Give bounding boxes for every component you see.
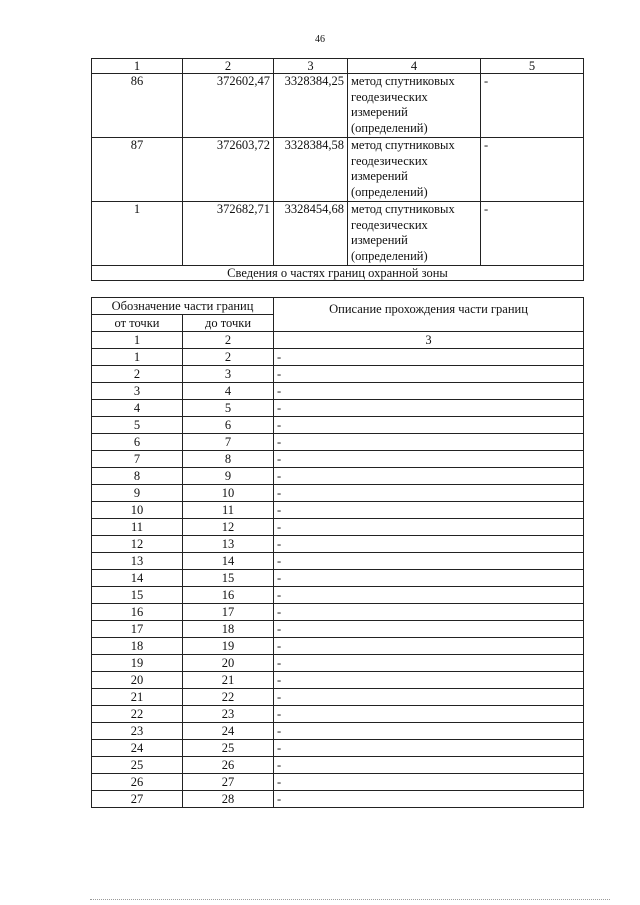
column-number: 1 bbox=[92, 332, 183, 349]
to-point: 19 bbox=[183, 638, 274, 655]
table-row bbox=[92, 536, 584, 553]
y-coordinate: 3328454,68 bbox=[274, 202, 348, 266]
boundary-parts-table bbox=[91, 297, 584, 808]
table-row bbox=[92, 621, 584, 638]
to-point: 7 bbox=[183, 434, 274, 451]
part-description: - bbox=[274, 400, 584, 417]
part-description: - bbox=[274, 706, 584, 723]
table-row bbox=[92, 791, 584, 808]
from-point: 2 bbox=[92, 366, 183, 383]
note: - bbox=[481, 74, 584, 138]
part-description: - bbox=[274, 366, 584, 383]
from-point: 10 bbox=[92, 502, 183, 519]
part-description: - bbox=[274, 757, 584, 774]
part-description: - bbox=[274, 570, 584, 587]
table-row bbox=[92, 774, 584, 791]
from-point: 18 bbox=[92, 638, 183, 655]
part-description: - bbox=[274, 604, 584, 621]
part-description: - bbox=[274, 485, 584, 502]
part-description: - bbox=[274, 791, 584, 808]
part-description: - bbox=[274, 417, 584, 434]
from-point: 25 bbox=[92, 757, 183, 774]
x-coordinate: 372603,72 bbox=[183, 138, 274, 202]
to-point-header: до точки bbox=[183, 315, 274, 332]
y-coordinate: 3328384,58 bbox=[274, 138, 348, 202]
column-number: 2 bbox=[183, 332, 274, 349]
to-point: 2 bbox=[183, 349, 274, 366]
to-point: 16 bbox=[183, 587, 274, 604]
column-number: 4 bbox=[348, 59, 481, 74]
table-row bbox=[92, 485, 584, 502]
table-row bbox=[92, 587, 584, 604]
table-row bbox=[92, 638, 584, 655]
y-coordinate: 3328384,25 bbox=[274, 74, 348, 138]
part-description: - bbox=[274, 383, 584, 400]
part-description: - bbox=[274, 723, 584, 740]
table-row bbox=[92, 570, 584, 587]
table-row bbox=[92, 672, 584, 689]
part-description: - bbox=[274, 655, 584, 672]
to-point: 23 bbox=[183, 706, 274, 723]
table-row bbox=[92, 706, 584, 723]
page-number: 46 bbox=[315, 34, 325, 45]
section-title-row bbox=[92, 266, 584, 281]
table-row bbox=[92, 519, 584, 536]
table-row bbox=[92, 502, 584, 519]
to-point: 22 bbox=[183, 689, 274, 706]
from-point: 5 bbox=[92, 417, 183, 434]
to-point: 28 bbox=[183, 791, 274, 808]
to-point: 6 bbox=[183, 417, 274, 434]
to-point: 25 bbox=[183, 740, 274, 757]
part-description: - bbox=[274, 451, 584, 468]
method-description: метод спутниковых геодезических измерений (определений) bbox=[348, 74, 481, 138]
part-description: - bbox=[274, 740, 584, 757]
table-row bbox=[92, 451, 584, 468]
coordinate-row bbox=[92, 138, 584, 202]
table-row bbox=[92, 655, 584, 672]
x-coordinate: 372602,47 bbox=[183, 74, 274, 138]
from-point: 9 bbox=[92, 485, 183, 502]
coordinates-table bbox=[91, 58, 584, 281]
part-description: - bbox=[274, 502, 584, 519]
from-point: 1 bbox=[92, 349, 183, 366]
from-point: 4 bbox=[92, 400, 183, 417]
to-point: 9 bbox=[183, 468, 274, 485]
from-point-header: от точки bbox=[92, 315, 183, 332]
part-description: - bbox=[274, 434, 584, 451]
from-point: 20 bbox=[92, 672, 183, 689]
part-description: - bbox=[274, 774, 584, 791]
section-title: Сведения о частях границ охранной зоны bbox=[92, 266, 584, 281]
to-point: 24 bbox=[183, 723, 274, 740]
to-point: 4 bbox=[183, 383, 274, 400]
coordinate-row bbox=[92, 202, 584, 266]
from-point: 17 bbox=[92, 621, 183, 638]
table-row bbox=[92, 417, 584, 434]
parts-column-numbers-row bbox=[92, 332, 584, 349]
part-description: - bbox=[274, 587, 584, 604]
from-point: 26 bbox=[92, 774, 183, 791]
column-number: 1 bbox=[92, 59, 183, 74]
table-row bbox=[92, 689, 584, 706]
coordinates-header-row bbox=[92, 59, 584, 74]
to-point: 27 bbox=[183, 774, 274, 791]
to-point: 18 bbox=[183, 621, 274, 638]
table-row bbox=[92, 383, 584, 400]
table-row bbox=[92, 723, 584, 740]
part-description: - bbox=[274, 553, 584, 570]
designation-header: Обозначение части границ bbox=[92, 298, 274, 315]
part-description: - bbox=[274, 536, 584, 553]
from-point: 27 bbox=[92, 791, 183, 808]
to-point: 11 bbox=[183, 502, 274, 519]
from-point: 22 bbox=[92, 706, 183, 723]
method-description: метод спутниковых геодезических измерений (определений) bbox=[348, 202, 481, 266]
column-number: 3 bbox=[274, 332, 584, 349]
table-row bbox=[92, 366, 584, 383]
column-number: 3 bbox=[274, 59, 348, 74]
to-point: 20 bbox=[183, 655, 274, 672]
table-row bbox=[92, 434, 584, 451]
from-point: 8 bbox=[92, 468, 183, 485]
to-point: 12 bbox=[183, 519, 274, 536]
from-point: 23 bbox=[92, 723, 183, 740]
to-point: 21 bbox=[183, 672, 274, 689]
column-number: 2 bbox=[183, 59, 274, 74]
point-number: 86 bbox=[92, 74, 183, 138]
from-point: 15 bbox=[92, 587, 183, 604]
table-row bbox=[92, 604, 584, 621]
to-point: 3 bbox=[183, 366, 274, 383]
part-description: - bbox=[274, 621, 584, 638]
to-point: 26 bbox=[183, 757, 274, 774]
from-point: 12 bbox=[92, 536, 183, 553]
part-description: - bbox=[274, 519, 584, 536]
table-row bbox=[92, 468, 584, 485]
from-point: 11 bbox=[92, 519, 183, 536]
from-point: 21 bbox=[92, 689, 183, 706]
table-row bbox=[92, 349, 584, 366]
point-number: 1 bbox=[92, 202, 183, 266]
note: - bbox=[481, 202, 584, 266]
x-coordinate: 372682,71 bbox=[183, 202, 274, 266]
part-description: - bbox=[274, 689, 584, 706]
parts-header-row bbox=[92, 298, 584, 315]
table-row bbox=[92, 757, 584, 774]
scan-edge-mark bbox=[90, 899, 610, 901]
table-row bbox=[92, 553, 584, 570]
note: - bbox=[481, 138, 584, 202]
from-point: 13 bbox=[92, 553, 183, 570]
parts-body bbox=[92, 349, 584, 808]
from-point: 6 bbox=[92, 434, 183, 451]
to-point: 8 bbox=[183, 451, 274, 468]
point-number: 87 bbox=[92, 138, 183, 202]
description-header: Описание прохождения части границ bbox=[274, 298, 584, 332]
from-point: 16 bbox=[92, 604, 183, 621]
to-point: 10 bbox=[183, 485, 274, 502]
to-point: 13 bbox=[183, 536, 274, 553]
table-row bbox=[92, 740, 584, 757]
to-point: 17 bbox=[183, 604, 274, 621]
part-description: - bbox=[274, 638, 584, 655]
from-point: 3 bbox=[92, 383, 183, 400]
coordinate-row bbox=[92, 74, 584, 138]
to-point: 15 bbox=[183, 570, 274, 587]
from-point: 24 bbox=[92, 740, 183, 757]
method-description: метод спутниковых геодезических измерений (определений) bbox=[348, 138, 481, 202]
part-description: - bbox=[274, 349, 584, 366]
to-point: 5 bbox=[183, 400, 274, 417]
column-number: 5 bbox=[481, 59, 584, 74]
from-point: 7 bbox=[92, 451, 183, 468]
to-point: 14 bbox=[183, 553, 274, 570]
from-point: 19 bbox=[92, 655, 183, 672]
part-description: - bbox=[274, 468, 584, 485]
part-description: - bbox=[274, 672, 584, 689]
table-row bbox=[92, 400, 584, 417]
from-point: 14 bbox=[92, 570, 183, 587]
